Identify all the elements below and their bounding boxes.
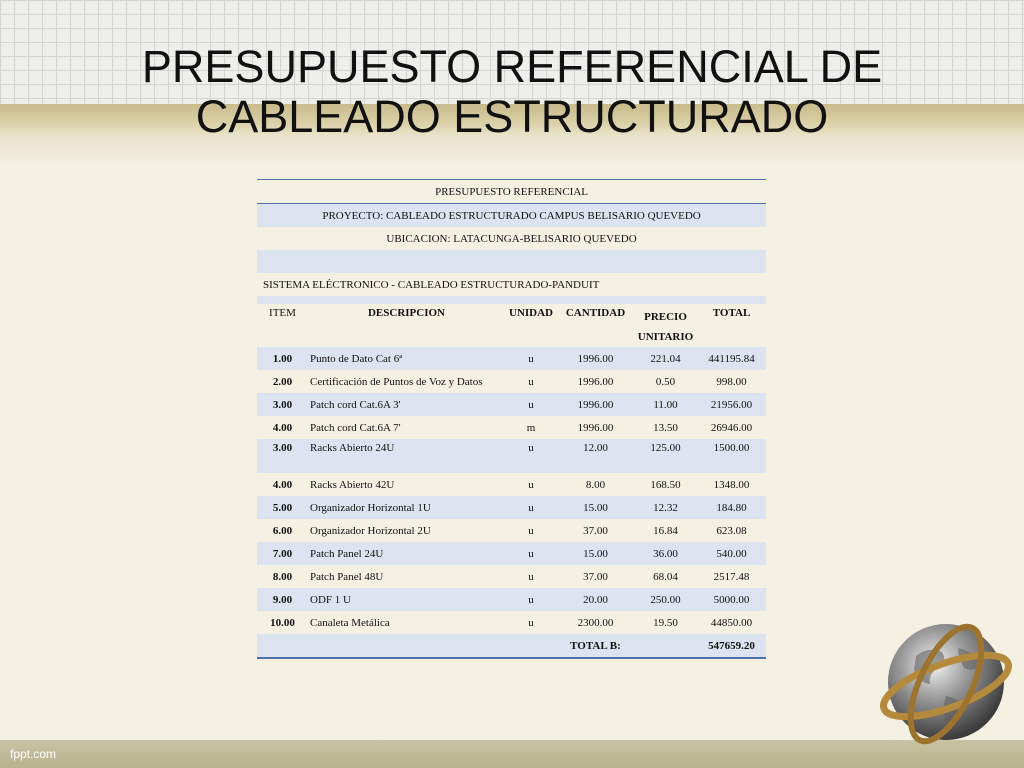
item-total: 26946.00 (710, 421, 753, 434)
item-number: 4.00 (272, 421, 293, 434)
total-label: TOTAL B: (557, 634, 634, 658)
item-number: 9.00 (257, 588, 308, 611)
item-unit: u (505, 496, 557, 519)
item-unit-price: 19.50 (653, 616, 678, 629)
table-row (257, 565, 766, 588)
col-item-header: ITEM (269, 307, 296, 319)
item-number: 6.00 (272, 524, 293, 537)
item-total: 1348.00 (713, 478, 750, 491)
item-unit-price: 0.50 (655, 375, 676, 388)
spacer-row-thin (257, 296, 766, 304)
item-unit: u (505, 588, 557, 611)
item-unit-price: 36.00 (634, 542, 697, 565)
location-row (257, 227, 766, 250)
table-row (257, 542, 766, 565)
item-unit: u (505, 542, 557, 565)
spacer-row (257, 250, 766, 273)
item-description: Punto de Dato Cat 6ª (308, 347, 505, 370)
item-unit: u (528, 570, 534, 583)
slide-title (0, 42, 1024, 142)
globe-icon (876, 618, 1016, 750)
table-row (257, 588, 766, 611)
item-unit: u (505, 439, 557, 473)
item-unit: u (528, 616, 534, 629)
project-name: PROYECTO: CABLEADO ESTRUCTURADO CAMPUS BELISARIO QUEVEDO (257, 204, 766, 228)
col-price-header (634, 304, 697, 347)
col-unit-header: UNIDAD (509, 307, 553, 319)
item-description: Patch Panel 24U (308, 542, 505, 565)
table-row (257, 473, 766, 496)
item-quantity: 20.00 (557, 588, 634, 611)
item-description: Certificación de Puntos de Voz y Datos (310, 375, 483, 388)
item-description: Patch Panel 48U (310, 570, 384, 583)
item-total: 540.00 (697, 542, 766, 565)
item-unit-price: 13.50 (653, 421, 678, 434)
project-row (257, 204, 766, 228)
item-total: 623.08 (716, 524, 747, 537)
col-price-header-line-2: UNITARIO (637, 331, 694, 343)
item-quantity: 12.00 (557, 439, 634, 473)
item-number: 10.00 (270, 616, 295, 629)
item-number: 3.00 (257, 393, 308, 416)
total-value: 547659.20 (697, 634, 766, 658)
item-description: Organizador Horizontal 2U (310, 524, 431, 537)
item-total: 21956.00 (697, 393, 766, 416)
table-row (257, 370, 766, 393)
item-number: 4.00 (272, 478, 293, 491)
item-number: 7.00 (257, 542, 308, 565)
item-unit-price: 11.00 (634, 393, 697, 416)
item-unit-price: 125.00 (634, 439, 697, 473)
table-heading: PRESUPUESTO REFERENCIAL (257, 180, 766, 204)
item-number: 8.00 (272, 570, 293, 583)
total-row (257, 634, 766, 658)
item-unit: u (528, 375, 534, 388)
item-description: Patch cord Cat.6A 7' (310, 421, 401, 434)
item-unit: u (505, 393, 557, 416)
item-unit: u (528, 524, 534, 537)
item-quantity: 8.00 (585, 478, 606, 491)
item-description: ODF 1 U (308, 588, 505, 611)
item-unit: u (505, 347, 557, 370)
table-row (257, 519, 766, 542)
column-header-row (257, 304, 766, 347)
col-price-header-line-1: PRECIO (644, 311, 687, 323)
item-number: 3.00 (257, 439, 308, 473)
item-total: 184.80 (697, 496, 766, 519)
item-quantity: 1996.00 (577, 421, 614, 434)
item-description: Racks Abierto 42U (310, 478, 395, 491)
item-unit: m (526, 421, 536, 434)
item-number: 1.00 (257, 347, 308, 370)
item-unit-price: 221.04 (634, 347, 697, 370)
system-row (257, 273, 766, 296)
system-name: SISTEMA ELÉCTRONICO - CABLEADO ESTRUCTURADO-PANDUIT (263, 278, 600, 291)
item-total: 5000.00 (697, 588, 766, 611)
item-unit-price: 16.84 (653, 524, 678, 537)
col-quantity-header: CANTIDAD (565, 307, 626, 319)
item-unit-price: 168.50 (650, 478, 681, 491)
footer-brand: fppt.com (10, 747, 57, 761)
slide-title-line-1: PRESUPUESTO REFERENCIAL DE (141, 41, 883, 92)
table-row (257, 439, 766, 473)
table-row (257, 347, 766, 370)
item-number: 5.00 (257, 496, 308, 519)
table-row (257, 496, 766, 519)
item-description: Racks Abierto 24U (308, 439, 505, 473)
item-quantity: 15.00 (557, 496, 634, 519)
item-total: 44850.00 (710, 616, 753, 629)
item-quantity: 2300.00 (577, 616, 614, 629)
item-unit-price: 12.32 (634, 496, 697, 519)
slide-title-line-2: CABLEADO ESTRUCTURADO (195, 91, 829, 142)
item-description: Organizador Horizontal 1U (308, 496, 505, 519)
table-row (257, 416, 766, 439)
item-total: 441195.84 (697, 347, 766, 370)
item-total: 1500.00 (697, 439, 766, 473)
item-total: 998.00 (716, 375, 747, 388)
item-quantity: 37.00 (583, 570, 608, 583)
col-total-header: TOTAL (712, 307, 751, 319)
item-description: Canaleta Metálica (310, 616, 390, 629)
budget-table (257, 179, 766, 659)
footer-bar (0, 740, 1024, 768)
table-row (257, 393, 766, 416)
item-unit: u (528, 478, 534, 491)
table-heading-row (257, 180, 766, 204)
project-location: UBICACION: LATACUNGA-BELISARIO QUEVEDO (386, 232, 637, 245)
item-total: 2517.48 (713, 570, 750, 583)
item-unit-price: 250.00 (634, 588, 697, 611)
item-quantity: 1996.00 (577, 375, 614, 388)
col-description-header: DESCRIPCION (367, 307, 445, 319)
item-quantity: 15.00 (557, 542, 634, 565)
item-quantity: 37.00 (583, 524, 608, 537)
item-quantity: 1996.00 (557, 347, 634, 370)
item-number: 2.00 (272, 375, 293, 388)
table-row (257, 611, 766, 634)
item-unit-price: 68.04 (653, 570, 678, 583)
item-quantity: 1996.00 (557, 393, 634, 416)
item-description: Patch cord Cat.6A 3' (308, 393, 505, 416)
